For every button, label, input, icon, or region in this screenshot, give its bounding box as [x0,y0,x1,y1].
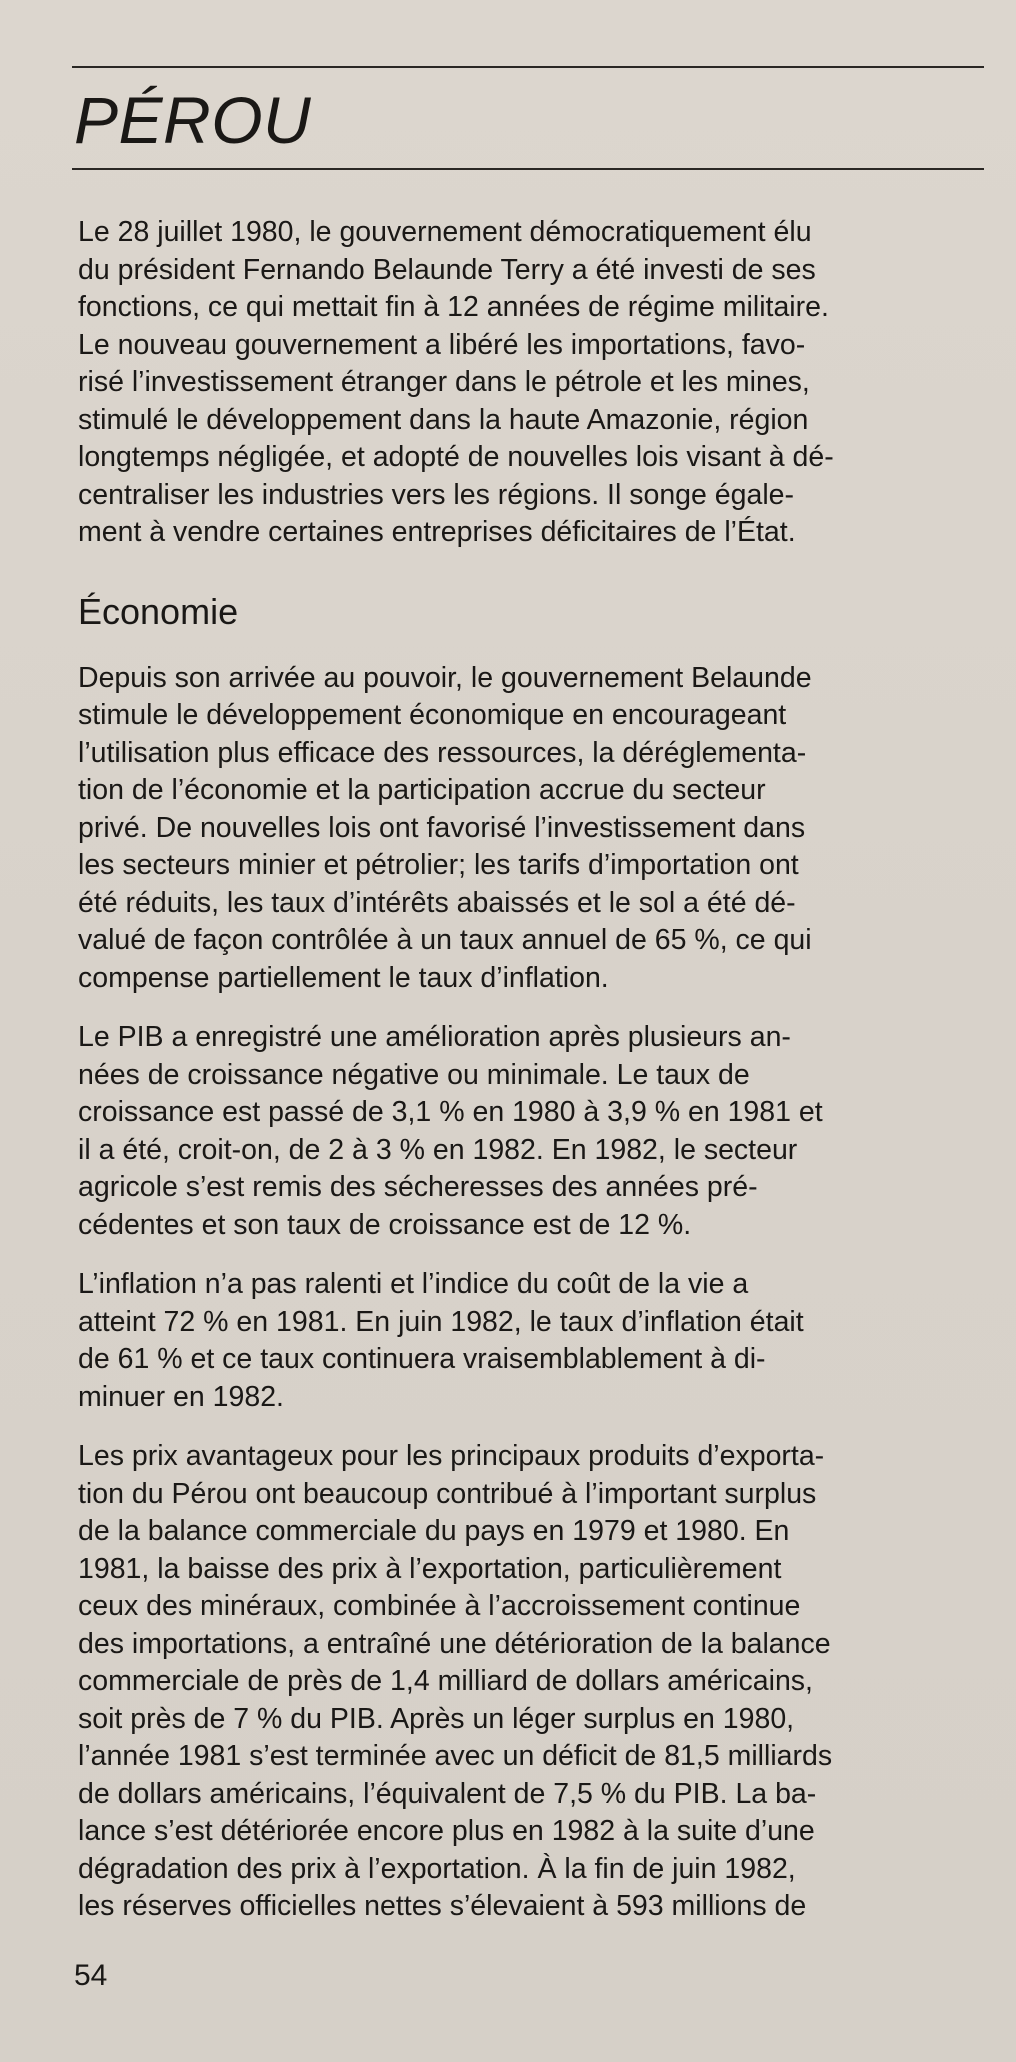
text-line: croissance est passé de 3,1 % en 1980 à 3,9 % en 1981 et [78,1096,823,1128]
text-line: été réduits, les taux d’intérêts abaissés et le sol a été dé- [78,886,796,919]
text-line: risé l’investissement étranger dans le pétrole et les mines, [78,366,810,398]
text-line: stimule le développement économique en encourageant [78,699,787,731]
paragraph-trade-balance [78,1438,988,1926]
intro-paragraph [78,214,988,552]
text-line: Depuis son arrivée au pouvoir, le gouvernement Belaunde [78,661,812,694]
text-line: de dollars américains, l’équivalent de 7,5 % du PIB. La ba- [78,1777,817,1810]
text-line: agricole s’est remis des sécheresses des années pré- [78,1171,758,1203]
text-line: l’année 1981 s’est terminée avec un déficit de 81,5 milliards [78,1740,833,1772]
text-line: commerciale de près de 1,4 milliard de dollars américains, [78,1665,813,1697]
text-line: fonctions, ce qui mettait fin à 12 années de régime militaire. [78,291,829,323]
body-text [78,214,988,1948]
text-line: atteint 72 % en 1981. En juin 1982, le taux d’inflation était [78,1305,804,1338]
text-line: dégradation des prix à l’exportation. À la fin de juin 1982, [78,1852,796,1885]
text-line: tion de l’économie et la participation accrue du secteur [78,774,766,806]
text-line: compense partiellement le taux d’inflation. [78,961,609,994]
text-line: les secteurs minier et pétrolier; les tarifs d’importation ont [78,849,799,881]
text-line: L’inflation n’a pas ralenti et l’indice du coût de la vie a [78,1268,749,1300]
text-line: cédentes et son taux de croissance est de 12 %. [78,1208,692,1241]
paragraph-gdp [78,1019,988,1244]
text-line: des importations, a entraîné une détérioration de la balance [78,1627,831,1660]
text-line: l’utilisation plus efficace des ressources, la déréglementa- [78,736,807,769]
paragraph-policy [78,660,988,998]
text-line: les réserves officielles nettes s’élevaient à 593 millions de [78,1890,807,1922]
text-line: Le PIB a enregistré une amélioration après plusieurs an- [78,1021,791,1053]
text-line: lance s’est détériorée encore plus en 1982 à la suite d’une [78,1815,815,1847]
text-line: Le nouveau gouvernement a libéré les importations, favo- [78,328,806,361]
text-line: soit près de 7 % du PIB. Après un léger surplus en 1980, [78,1702,795,1735]
text-line: Les prix avantageux pour les principaux produits d’exporta- [78,1440,825,1472]
text-line: privé. De nouvelles lois ont favorisé l’investissement dans [78,811,806,844]
text-line: minuer en 1982. [78,1380,284,1413]
section-heading: Économie [78,590,239,632]
paragraph-inflation [78,1266,988,1416]
text-line: stimulé le développement dans la haute Amazonie, région [78,403,809,436]
text-line: ment à vendre certaines entreprises déficitaires de l’État. [78,516,796,548]
text-line: longtemps négligée, et adopté de nouvelles lois visant à dé- [78,441,834,473]
text-line: il a été, croit-on, de 2 à 3 % en 1982. En 1982, le secteur [78,1133,798,1166]
text-line: ceux des minéraux, combinée à l’accroissement continue [78,1590,801,1622]
text-line: nées de croissance négative ou minimale. Le taux de [78,1058,750,1091]
page-number: 54 [74,1959,108,1992]
text-line: valué de façon contrôlée à un taux annuel de 65 %, ce qui [78,924,812,956]
text-line: du président Fernando Belaunde Terry a été investi de ses [78,253,816,286]
page-title: PÉROU [74,83,312,157]
text-line: Le 28 juillet 1980, le gouvernement démocratiquement élu [78,216,812,248]
text-line: de 61 % et ce taux continuera vraisemblablement à di- [78,1343,766,1375]
text-line: tion du Pérou ont beaucoup contribué à l’important surplus [78,1477,817,1510]
title-bottom-rule [72,168,984,170]
text-line: 1981, la baisse des prix à l’exportation, particulièrement [78,1552,782,1585]
title-top-rule [72,66,984,68]
text-line: de la balance commerciale du pays en 1979 et 1980. En [78,1515,790,1547]
text-line: centraliser les industries vers les régions. Il songe égale- [78,478,795,511]
